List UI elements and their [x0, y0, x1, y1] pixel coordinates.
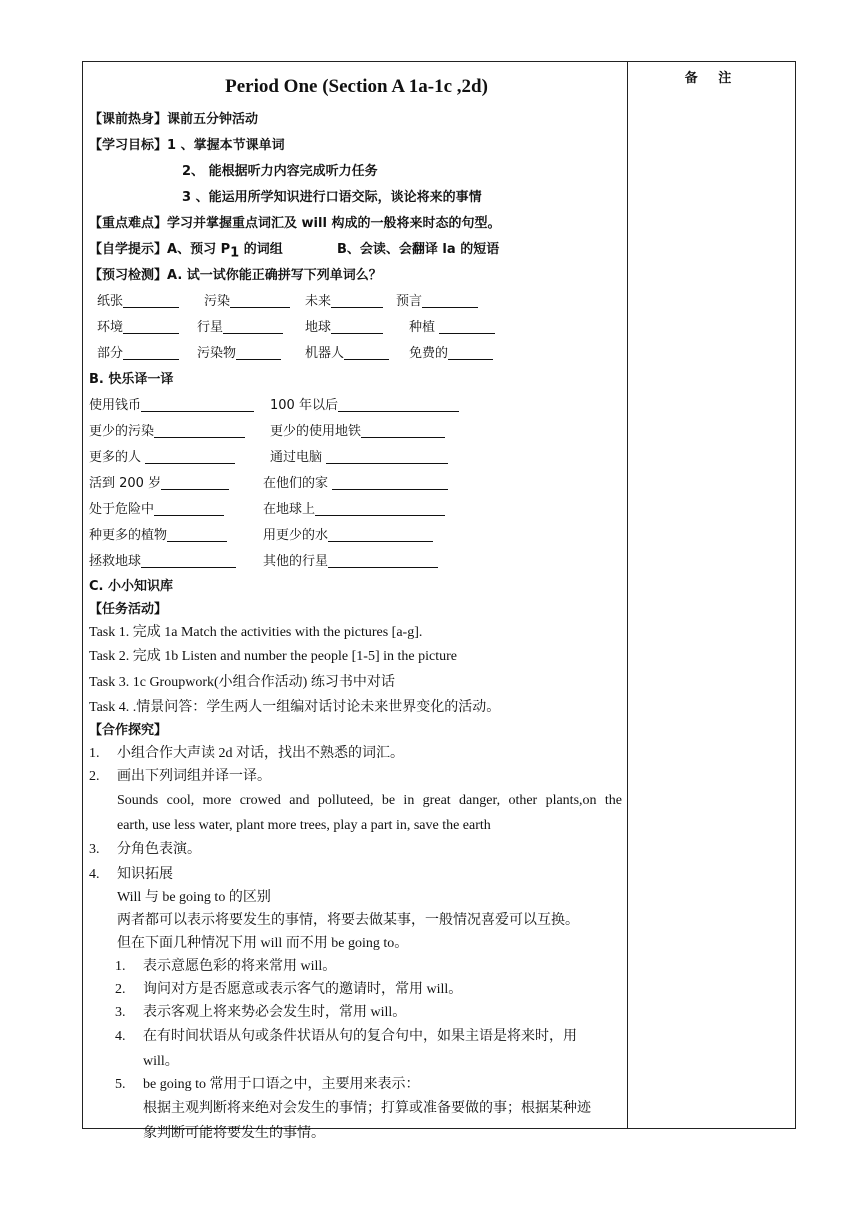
vocab-word: 种植	[409, 320, 436, 335]
phrase-row	[89, 393, 624, 419]
coop-label: 【合作探究】	[89, 723, 168, 738]
phrase: 100 年以后	[270, 398, 338, 413]
warmup-label: 【课前热身】	[89, 112, 168, 127]
rule-item	[89, 1024, 624, 1050]
task-label-line	[89, 598, 624, 621]
phrase-list-line	[89, 788, 624, 814]
goal-3: 3 、能运用所学知识进行口语交际，谈论将来的事情	[182, 190, 482, 205]
notes-column	[628, 62, 796, 86]
goals-line	[89, 133, 624, 159]
task-4: Task 4. .情景问答：学生两人一组编对话讨论未来世界变化的活动。	[89, 700, 501, 715]
rule-text: will。	[143, 1054, 179, 1069]
rule-continuation	[89, 1096, 624, 1122]
vocab-row	[89, 289, 624, 315]
coop-item-text: 分角色表演。	[117, 842, 201, 857]
goal-2-line	[89, 159, 624, 185]
section-b-title: B. 快乐译一译	[89, 372, 174, 387]
worksheet-table	[82, 61, 796, 1141]
knowledge-subtitle-line	[89, 886, 624, 909]
phrase: 通过电脑	[270, 450, 323, 465]
task-line	[89, 621, 624, 644]
vocab-word: 免费的	[409, 346, 449, 361]
phrase: 其他的行星	[263, 554, 329, 569]
rule-number: 4.	[115, 1029, 126, 1044]
rule-text: 表示意愿色彩的将来常用 will。	[143, 959, 337, 974]
goals-label: 【学习目标】	[89, 138, 168, 153]
phrase: 处于危险中	[89, 502, 155, 517]
section-b-line	[89, 367, 624, 393]
section-c-line	[89, 575, 624, 598]
phrase-list-2: earth, use less water, plant more trees, play a part in, save the earth	[117, 818, 491, 833]
phrase: 更多的人	[89, 450, 142, 465]
rule-item	[89, 978, 624, 1001]
rule-number: 5.	[115, 1077, 126, 1092]
coop-item-number: 3.	[89, 842, 100, 857]
coop-item-text: 知识拓展	[117, 867, 173, 882]
rule-item	[89, 955, 624, 978]
rule-text: 询问对方是否愿意或表示客气的邀请时，常用 will。	[143, 982, 463, 997]
task-1: Task 1. 完成 1a Match the activities with the pictures [a-g].	[89, 625, 423, 640]
goal-1: 1 、掌握本节课单词	[167, 138, 285, 153]
coop-label-line	[89, 719, 624, 742]
vocab-row	[89, 315, 624, 341]
knowledge-p2: 但在下面几种情况下用 will 而不用 be going to。	[117, 936, 409, 951]
self-tips-b: B、会读、会翻译 la 的短语	[337, 242, 500, 257]
vocab-word: 预言	[396, 294, 423, 309]
coop-item	[89, 837, 624, 863]
phrase: 使用钱币	[89, 398, 142, 413]
preview-text: A. 试一试你能正确拼写下列单词么？	[167, 268, 382, 283]
coop-item-number: 2.	[89, 769, 100, 784]
key-points-line	[89, 211, 624, 237]
task-3: Task 3. 1c Groupwork(小组合作活动) 练习书中对话	[89, 675, 395, 690]
phrase: 更少的污染	[89, 424, 155, 439]
vocab-word: 环境	[97, 320, 124, 335]
rule-text: be going to 常用于口语之中，主要用来表示：	[143, 1077, 420, 1092]
phrase: 活到 200 岁	[89, 476, 162, 491]
rule-text: 根据主观判断将来绝对会发生的事情；打算或准备要做的事；根据某种迹	[143, 1101, 591, 1116]
task-line	[89, 644, 624, 670]
task-label: 【任务活动】	[89, 602, 168, 617]
column-divider	[627, 62, 628, 1128]
vocab-word: 未来	[305, 294, 332, 309]
section-c-title: C. 小小知识库	[89, 579, 174, 594]
phrase-list-1: Sounds cool, more crowed and polluteed, be in great danger, other plants,on the	[117, 793, 622, 808]
knowledge-p1: 两者都可以表示将要发生的事情，将要去做某事，一般情况喜爱可以互换。	[117, 913, 579, 928]
coop-item	[89, 863, 624, 886]
self-tips-a: A、预习 P	[167, 242, 231, 257]
key-points-label: 【重点难点】	[89, 216, 168, 231]
rule-number: 2.	[115, 982, 126, 997]
rule-text: 表示客观上将来势必会发生时，常用 will。	[143, 1005, 407, 1020]
vocab-row	[89, 341, 624, 367]
vocab-word: 污染	[204, 294, 231, 309]
phrase-row	[89, 419, 624, 445]
page-title: Period One (Section A 1a-1c ,2d)	[225, 76, 488, 97]
rule-continuation	[89, 1122, 624, 1145]
phrase: 在他们的家	[263, 476, 329, 491]
knowledge-subtitle: Will 与 be going to 的区别	[117, 890, 271, 905]
phrase-row	[89, 523, 624, 549]
phrase: 用更少的水	[263, 528, 329, 543]
phrase: 更少的使用地铁	[270, 424, 362, 439]
task-line	[89, 670, 624, 696]
vocab-word: 地球	[305, 320, 332, 335]
coop-item	[89, 742, 624, 765]
coop-item-number: 1.	[89, 746, 100, 761]
coop-item-text: 小组合作大声读 2d 对话，找出不熟悉的词汇。	[117, 746, 404, 761]
phrase-row	[89, 497, 624, 523]
phrase-row	[89, 549, 624, 575]
vocab-word: 部分	[97, 346, 124, 361]
notes-title: 备 注	[684, 71, 740, 86]
phrase-row	[89, 471, 624, 497]
knowledge-paragraph	[89, 909, 624, 932]
goal-2: 2、 能根据听力内容完成听力任务	[182, 164, 378, 179]
phrase: 种更多的植物	[89, 528, 168, 543]
rule-continuation	[89, 1050, 624, 1073]
rule-text: 在有时间状语从句或条件状语从句的复合句中，如果主语是将来时，用	[143, 1029, 577, 1044]
preview-label: 【预习检测】	[89, 268, 168, 283]
coop-item	[89, 765, 624, 788]
goal-3-line	[89, 185, 624, 211]
self-tips-a2: 的词组	[239, 242, 283, 257]
task-line	[89, 696, 624, 719]
self-tips-line	[89, 237, 624, 263]
rule-number: 1.	[115, 959, 126, 974]
main-column	[89, 62, 624, 1145]
coop-item-number: 4.	[89, 867, 100, 882]
preview-line	[89, 263, 624, 289]
vocab-word: 机器人	[305, 346, 345, 361]
task-2: Task 2. 完成 1b Listen and number the people [1-5] in the picture	[89, 649, 457, 664]
rule-number: 3.	[115, 1005, 126, 1020]
phrase-list-line	[89, 814, 624, 837]
vocab-word: 污染物	[197, 346, 237, 361]
vocab-word: 行星	[197, 320, 224, 335]
self-tips-sub: 1	[230, 245, 240, 261]
coop-item-text: 画出下列词组并译一译。	[117, 769, 271, 784]
rule-item	[89, 1001, 624, 1024]
phrase-row	[89, 445, 624, 471]
key-points-text: 学习并掌握重点词汇及 will 构成的一般将来时态的句型。	[167, 216, 501, 231]
phrase: 拯救地球	[89, 554, 142, 569]
knowledge-paragraph	[89, 932, 624, 955]
rule-text: 象判断可能将要发生的事情。	[143, 1126, 325, 1141]
rule-item	[89, 1073, 624, 1096]
self-tips-label: 【自学提示】	[89, 242, 168, 257]
warmup-line	[89, 107, 624, 133]
warmup-text: 课前五分钟活动	[167, 112, 259, 127]
vocab-word: 纸张	[97, 294, 124, 309]
phrase: 在地球上	[263, 502, 316, 517]
